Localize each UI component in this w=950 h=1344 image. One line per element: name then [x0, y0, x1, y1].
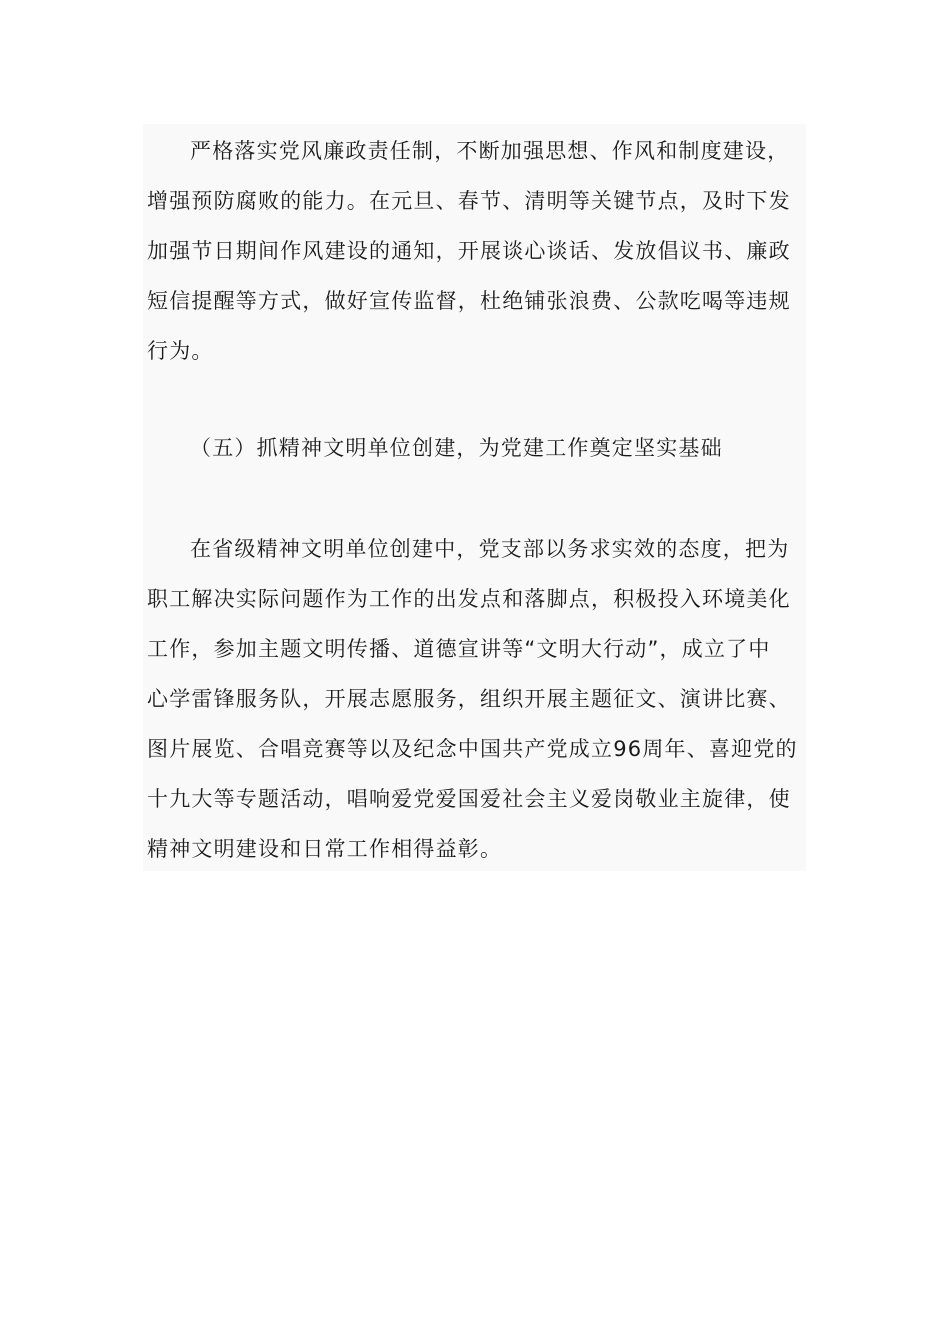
paragraph-line: 短信提醒等方式，做好宣传监督，杜绝铺张浪费、公款吃喝等违规	[147, 289, 791, 313]
paragraph-line: 职工解决实际问题作为工作的出发点和落脚点，积极投入环境美化	[147, 587, 791, 611]
section-heading: （五）抓精神文明单位创建，为党建工作奠定坚实基础	[190, 436, 723, 460]
paragraph-line: 行为。	[147, 339, 214, 363]
paragraph-line: 图片展览、合唱竞赛等以及纪念中国共产党成立96周年、喜迎党的	[147, 737, 798, 761]
paragraph-line: 在省级精神文明单位创建中，党支部以务求实效的态度，把为	[190, 537, 790, 561]
paragraph-line: 工作，参加主题文明传播、道德宣讲等“文明大行动”，成立了中	[147, 637, 771, 661]
paragraph-line: 心学雷锋服务队，开展志愿服务，组织开展主题征文、演讲比赛、	[147, 687, 791, 711]
paragraph-line: 十九大等专题活动，唱响爱党爱国爱社会主义爱岗敬业主旋律，使	[147, 787, 791, 811]
paragraph-line: 加强节日期间作风建设的通知，开展谈心谈话、发放倡议书、廉政	[147, 239, 791, 263]
paragraph-line: 精神文明建设和日常工作相得益彰。	[147, 837, 503, 861]
paragraph-line: 增强预防腐败的能力。在元旦、春节、清明等关键节点，及时下发	[147, 189, 791, 213]
document-body	[143, 124, 806, 871]
paragraph-line: 严格落实党风廉政责任制，不断加强思想、作风和制度建设，	[190, 139, 790, 163]
